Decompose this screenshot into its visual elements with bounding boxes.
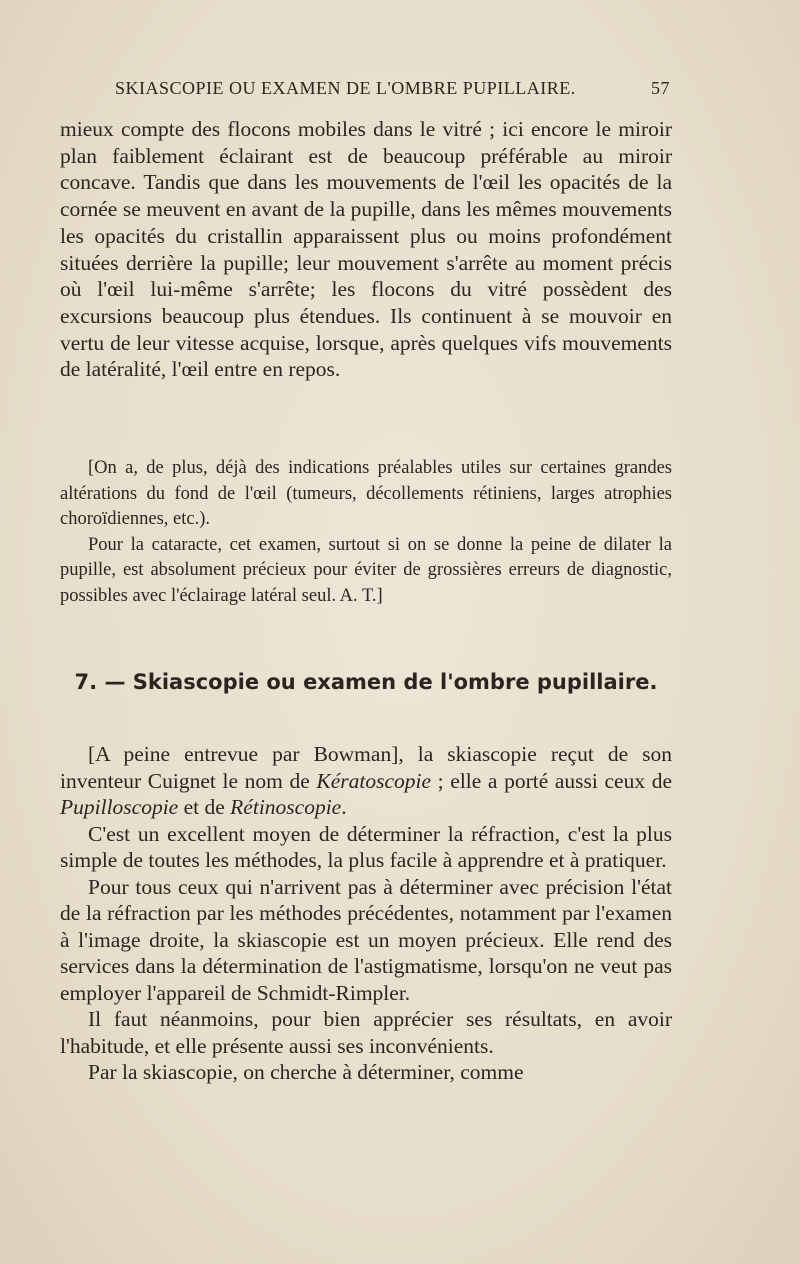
page-number: 57: [651, 78, 670, 98]
section-paragraph: Par la skiascopie, on cherche à déterminer, comme: [88, 1060, 524, 1084]
intro-text: .: [341, 795, 347, 819]
intro-text: [A peine entrevue par Bowman], la skiascopie reçut de son inventeur Cuignet le nom de: [60, 742, 672, 793]
section-intro-paragraph: [60, 741, 672, 821]
translator-note: [60, 456, 672, 609]
note-paragraph: Pour la cataracte, cet examen, surtout si on se donne la peine de dilater la pupille, est absolument précieux pour éviter de grossières erreurs de diagnostic, possibles avec l'éclairage latéral seul. A. T.]: [60, 534, 672, 606]
note-paragraph: [On a, de plus, déjà des indications préalables utiles sur certaines grandes altérations du fond de l'œil (tumeurs, décollements rétiniens, larges atrophies choroïdiennes, etc.).: [60, 458, 672, 529]
section-body: [60, 741, 672, 1086]
intro-text: et de: [178, 795, 231, 819]
term-keratoscopie: Kératoscopie: [316, 768, 432, 793]
section-paragraph: Pour tous ceux qui n'arrivent pas à déterminer avec précision l'état de la réfraction par les méthodes précédentes, notamment par l'examen à l'image droite, la skiascopie est un moyen précieux. Elle rend des services dans la détermination de l'astigmatisme, lorsqu'on ne veut pas employer l'appareil de Schmidt-Rimpler.: [60, 874, 672, 1005]
paragraph-continued: mieux compte des flocons mobiles dans le vitré ; ici encore le miroir plan faiblement éclairant est de beaucoup préférable au miroir concave. Tandis que dans les mouvements de l'œil les opacités de la cornée se meuvent en avant de la pupille, dans les mêmes mouvements les opacités du cristallin apparaissent plus ou moins profondément situées derrière la pupille; leur mouvement s'arrête au moment précis où l'œil lui-même s'arrête; les flocons du vitré possèdent des excursions beaucoup plus étendues. Ils continuent à se mouvoir en vertu de leur vitesse acquise, lorsque, après quelques vifs mouvements de latéralité, l'œil entre en repos.: [60, 117, 672, 382]
running-head-title: SKIASCOPIE OU EXAMEN DE L'OMBRE PUPILLAIRE.: [115, 78, 576, 98]
term-retinoscopie: Rétinoscopie: [230, 795, 342, 819]
main-text: [60, 116, 672, 383]
intro-text: ; elle a porté aussi ceux de: [431, 768, 672, 793]
section-paragraph: Il faut néanmoins, pour bien apprécier ses résultats, en avoir l'habitude, et elle présente aussi ses inconvénients.: [60, 1007, 672, 1058]
section-heading: 7. — Skiascopie ou examen de l'ombre pupillaire.: [74, 670, 658, 694]
term-pupilloscopie: Pupilloscopie: [60, 795, 179, 819]
section-paragraph: C'est un excellent moyen de déterminer la réfraction, c'est la plus simple de toutes les méthodes, la plus facile à apprendre et à pratiquer.: [60, 821, 672, 872]
running-head: [115, 78, 670, 99]
